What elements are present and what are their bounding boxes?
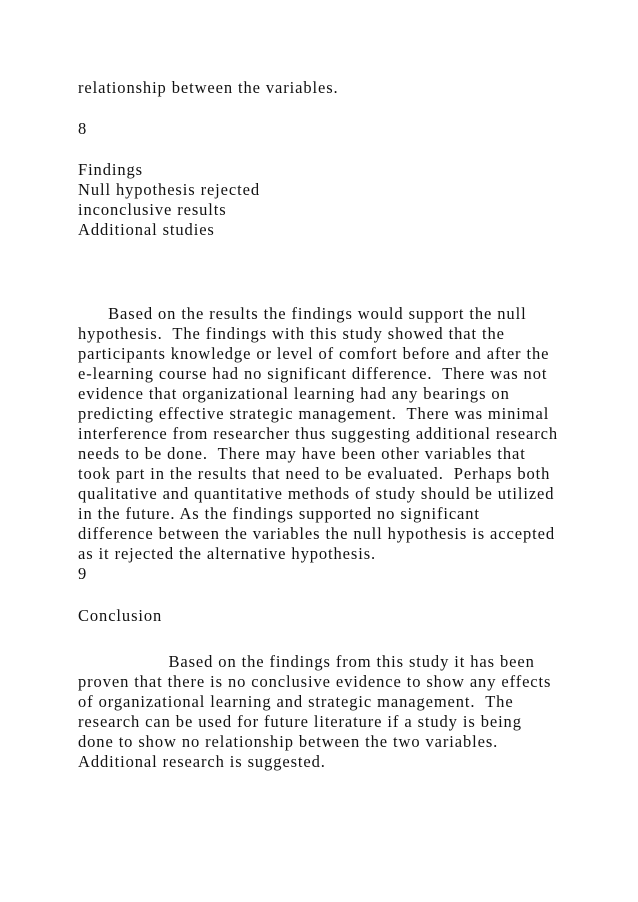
conclusion-line: done to show no relationship between the two variables.	[78, 732, 499, 751]
page-number-9: 9	[78, 564, 88, 583]
discussion-line: as it rejected the alternative hypothesis.	[78, 544, 377, 563]
findings-item: Additional studies	[78, 220, 215, 239]
findings-item: inconclusive results	[78, 200, 227, 219]
discussion-line: took part in the results that need to be evaluated. Perhaps both	[78, 464, 551, 483]
conclusion-heading: Conclusion	[78, 606, 163, 625]
discussion-line: participants knowledge or level of comfort before and after the	[78, 344, 550, 363]
discussion-line: qualitative and quantitative methods of study should be utilized	[78, 484, 555, 503]
discussion-line: predicting effective strategic management. There was minimal	[78, 404, 550, 423]
discussion-line: hypothesis. The findings with this study showed that the	[78, 324, 505, 343]
findings-item: Null hypothesis rejected	[78, 180, 260, 199]
discussion-line: evidence that organizational learning had any bearings on	[78, 384, 510, 403]
discussion-line: difference between the variables the null hypothesis is accepted	[78, 524, 555, 543]
discussion-line: in the future. As the findings supported no significant	[78, 504, 480, 523]
discussion-line: e-learning course had no significant difference. There was not	[78, 364, 548, 383]
conclusion-line: Based on the findings from this study it has been	[78, 652, 535, 671]
discussion-line: interference from researcher thus suggesting additional research	[78, 424, 558, 443]
page-number-8: 8	[78, 119, 88, 138]
findings-heading: Findings	[78, 160, 143, 179]
conclusion-line: research can be used for future literature if a study is being	[78, 712, 522, 731]
conclusion-line: of organizational learning and strategic management. The	[78, 692, 514, 711]
discussion-line: needs to be done. There may have been other variables that	[78, 444, 526, 463]
conclusion-line: Additional research is suggested.	[78, 752, 326, 771]
conclusion-line: proven that there is no conclusive evidence to show any effects	[78, 672, 552, 691]
intro-line: relationship between the variables.	[78, 78, 339, 97]
discussion-line: Based on the results the findings would support the null	[78, 304, 527, 323]
